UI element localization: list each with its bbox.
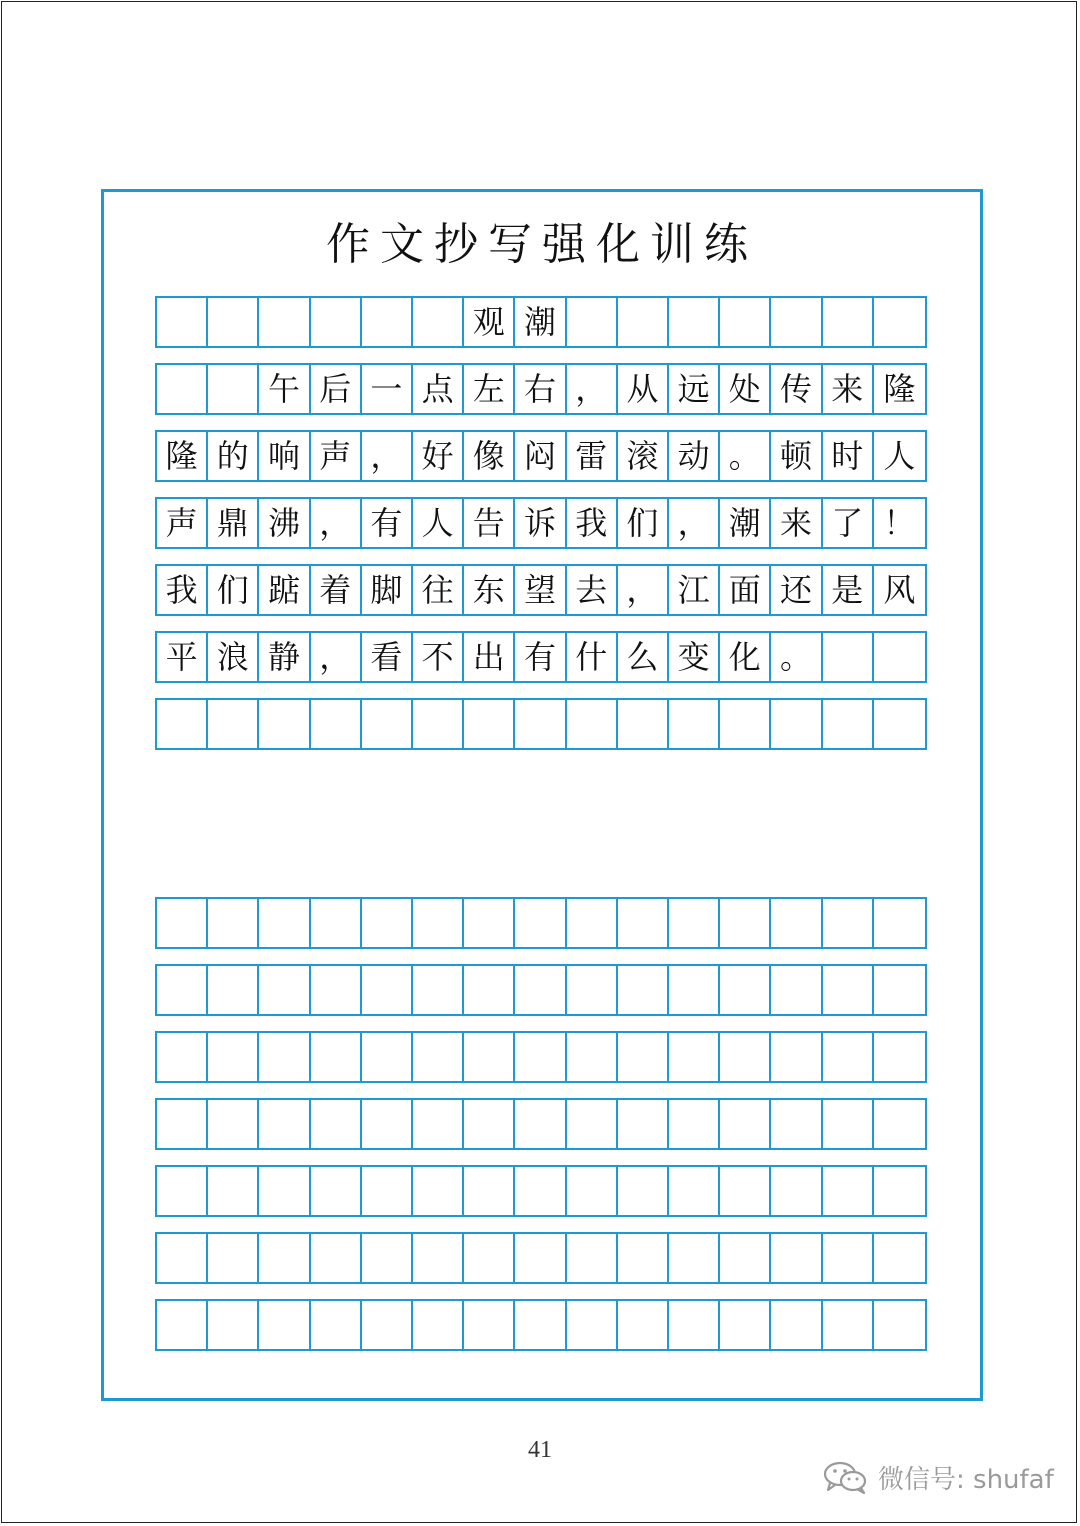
grid-cell [874, 298, 925, 346]
grid-cell [874, 1167, 925, 1215]
grid-cell: 变 [669, 633, 720, 681]
grid-cell [208, 700, 259, 748]
grid-cell [413, 1100, 464, 1148]
grid-cell [157, 365, 208, 413]
grid-cell [618, 1301, 669, 1349]
grid-cell [311, 1234, 362, 1282]
grid-cell: 顿 [771, 432, 822, 480]
grid-cell [567, 1301, 618, 1349]
grid-cell: 有 [515, 633, 566, 681]
grid-cell [771, 1033, 822, 1081]
grid-row [155, 497, 927, 549]
grid-cell: 沸 [259, 499, 310, 547]
grid-cell [259, 1167, 310, 1215]
grid-cell [259, 899, 310, 947]
grid-cell [874, 966, 925, 1014]
grid-cell [311, 966, 362, 1014]
grid-cell [618, 966, 669, 1014]
grid-cell: 。 [720, 432, 771, 480]
grid-cell: 右 [515, 365, 566, 413]
grid-cell [311, 1033, 362, 1081]
grid-cell [311, 700, 362, 748]
grid-row [155, 1098, 927, 1150]
grid-cell [823, 1100, 874, 1148]
grid-cell [567, 899, 618, 947]
grid-cell: 声 [311, 432, 362, 480]
grid-cell [823, 966, 874, 1014]
worksheet-title: 作文抄写强化训练 [326, 219, 758, 270]
grid-cell [413, 1167, 464, 1215]
grid-cell: ， [618, 566, 669, 614]
grid-cell: 有 [362, 499, 413, 547]
grid-cell [208, 1301, 259, 1349]
grid-cell: 雷 [567, 432, 618, 480]
grid-cell: ， [311, 499, 362, 547]
grid-cell: ， [362, 432, 413, 480]
grid-cell: 出 [464, 633, 515, 681]
grid-cell [669, 1301, 720, 1349]
grid-cell [464, 1100, 515, 1148]
grid-cell [874, 1234, 925, 1282]
grid-cell: 看 [362, 633, 413, 681]
grid-cell [669, 1100, 720, 1148]
grid-cell [720, 1167, 771, 1215]
grid-cell [413, 1234, 464, 1282]
grid-cell [413, 1033, 464, 1081]
grid-cell: 浪 [208, 633, 259, 681]
grid-cell [823, 700, 874, 748]
grid-row [155, 430, 927, 482]
grid-cell: 我 [157, 566, 208, 614]
grid-cell: 一 [362, 365, 413, 413]
grid-row [155, 1232, 927, 1284]
grid-cell [208, 966, 259, 1014]
grid-cell: 望 [515, 566, 566, 614]
grid-cell [823, 633, 874, 681]
grid-cell [259, 1033, 310, 1081]
grid-cell [157, 1234, 208, 1282]
grid-cell [515, 700, 566, 748]
grid-cell [720, 700, 771, 748]
grid-cell [567, 966, 618, 1014]
grid-cell [720, 899, 771, 947]
grid-cell: 的 [208, 432, 259, 480]
grid-cell [720, 1100, 771, 1148]
grid-cell [362, 1100, 413, 1148]
grid-cell [874, 1100, 925, 1148]
grid-cell [823, 1033, 874, 1081]
grid-cell: 。 [771, 633, 822, 681]
grid-cell [464, 1167, 515, 1215]
grid-cell: 左 [464, 365, 515, 413]
grid-cell [515, 1167, 566, 1215]
grid-cell [515, 899, 566, 947]
grid-cell [413, 1301, 464, 1349]
grid-cell: 远 [669, 365, 720, 413]
grid-cell [464, 1033, 515, 1081]
grid-cell [771, 1234, 822, 1282]
grid-cell: 从 [618, 365, 669, 413]
grid-cell [464, 1234, 515, 1282]
grid-cell [823, 1167, 874, 1215]
grid-cell [362, 1167, 413, 1215]
grid-cell [311, 1100, 362, 1148]
grid-cell [362, 298, 413, 346]
grid-cell: 响 [259, 432, 310, 480]
grid-cell [720, 1301, 771, 1349]
grid-cell [464, 1301, 515, 1349]
grid-cell [720, 1234, 771, 1282]
grid-cell: 什 [567, 633, 618, 681]
grid-cell [515, 966, 566, 1014]
grid-row [155, 897, 927, 949]
grid-cell: 是 [823, 566, 874, 614]
grid-cell [720, 1033, 771, 1081]
grid-cell [259, 966, 310, 1014]
grid-cell [823, 1301, 874, 1349]
grid-cell [567, 1100, 618, 1148]
grid-cell [311, 298, 362, 346]
grid-cell: ， [669, 499, 720, 547]
watermark [822, 1459, 1054, 1495]
grid-cell [157, 700, 208, 748]
grid-cell: 化 [720, 633, 771, 681]
grid-cell [515, 1301, 566, 1349]
grid-cell [618, 1033, 669, 1081]
grid-cell: 潮 [515, 298, 566, 346]
grid-cell: 传 [771, 365, 822, 413]
grid-cell [157, 899, 208, 947]
grid-cell [362, 966, 413, 1014]
grid-cell: 声 [157, 499, 208, 547]
grid-cell: 鼎 [208, 499, 259, 547]
grid-cell: 隆 [883, 370, 916, 408]
grid-cell [771, 1301, 822, 1349]
grid-cell [567, 298, 618, 346]
grid-cell: 面 [720, 566, 771, 614]
grid-cell [259, 1234, 310, 1282]
grid-cell [208, 899, 259, 947]
grid-cell: 午 [259, 365, 310, 413]
grid-cell [157, 1033, 208, 1081]
grid-cell [362, 1234, 413, 1282]
grid-cell: 我 [567, 499, 618, 547]
grid-cell: 静 [259, 633, 310, 681]
grid-cell [157, 1100, 208, 1148]
grid-cell: 着 [311, 566, 362, 614]
grid-cell: 像 [464, 432, 515, 480]
grid-cell: 风 [883, 571, 916, 609]
grid-row [155, 1299, 927, 1351]
grid-cell [413, 899, 464, 947]
grid-cell [823, 1234, 874, 1282]
grid-cell [362, 1301, 413, 1349]
grid-cell [413, 298, 464, 346]
grid-row [155, 631, 927, 683]
grid-cell [618, 1167, 669, 1215]
grid-cell: 人 [413, 499, 464, 547]
grid-cell [157, 1167, 208, 1215]
grid-cell [874, 1301, 925, 1349]
grid-cell [567, 1234, 618, 1282]
grid-cell: 平 [157, 633, 208, 681]
grid-cell: 东 [464, 566, 515, 614]
grid-cell [208, 1100, 259, 1148]
grid-cell [208, 1167, 259, 1215]
grid-cell [669, 700, 720, 748]
grid-cell [567, 1033, 618, 1081]
grid-cell [720, 966, 771, 1014]
grid-cell [515, 1234, 566, 1282]
grid-cell [771, 899, 822, 947]
grid-row [155, 964, 927, 1016]
grid-cell [771, 700, 822, 748]
grid-cell [669, 1234, 720, 1282]
grid-cell [259, 1301, 310, 1349]
grid-cell [515, 1100, 566, 1148]
grid-cell: 时 [823, 432, 874, 480]
grid-row [155, 296, 927, 348]
grid-cell: ， [311, 633, 362, 681]
grid-cell [464, 700, 515, 748]
grid-cell [208, 298, 259, 346]
grid-cell [157, 1301, 208, 1349]
grid-cell: 来 [823, 365, 874, 413]
grid-cell [259, 298, 310, 346]
grid-cell [311, 1301, 362, 1349]
grid-cell: 滚 [618, 432, 669, 480]
grid-cell [259, 1100, 310, 1148]
grid-cell: 诉 [515, 499, 566, 547]
grid-cell [618, 298, 669, 346]
grid-cell [771, 1100, 822, 1148]
grid-cell [208, 1033, 259, 1081]
grid-cell: 告 [464, 499, 515, 547]
grid-cell: 来 [771, 499, 822, 547]
grid-cell [515, 1033, 566, 1081]
grid-cell [669, 298, 720, 346]
grid-cell [771, 1167, 822, 1215]
grid-cell [413, 700, 464, 748]
grid-cell [874, 1033, 925, 1081]
grid-cell [618, 700, 669, 748]
grid-cell [874, 899, 925, 947]
grid-cell [567, 700, 618, 748]
grid-cell: 后 [311, 365, 362, 413]
grid-row [155, 1031, 927, 1083]
watermark-text: 微信号: shufaf [878, 1464, 1054, 1495]
grid-cell: 处 [720, 365, 771, 413]
grid-cell: 观 [464, 298, 515, 346]
grid-cell [208, 365, 259, 413]
grid-cell [720, 298, 771, 346]
grid-cell [362, 1033, 413, 1081]
grid-cell: 隆 [157, 432, 208, 480]
grid-cell: 潮 [720, 499, 771, 547]
grid-cell: ！ [883, 504, 916, 542]
grid-cell [618, 1100, 669, 1148]
grid-cell [464, 966, 515, 1014]
grid-cell [618, 899, 669, 947]
grid-cell [771, 298, 822, 346]
page-number: 41 [528, 1437, 552, 1463]
wechat-icon [822, 1460, 870, 1494]
grid-cell: 么 [618, 633, 669, 681]
grid-cell: 点 [413, 365, 464, 413]
grid-cell [311, 1167, 362, 1215]
grid-cell [771, 966, 822, 1014]
grid-cell: 去 [567, 566, 618, 614]
grid-row [155, 363, 927, 415]
grid-cell [823, 899, 874, 947]
grid-row [155, 564, 927, 616]
grid-cell [208, 1234, 259, 1282]
grid-cell: 人 [883, 437, 916, 475]
grid-cell [874, 700, 925, 748]
grid-cell: 们 [618, 499, 669, 547]
grid-cell [618, 1234, 669, 1282]
grid-cell [259, 700, 310, 748]
grid-cell: 闷 [515, 432, 566, 480]
grid-cell [823, 298, 874, 346]
grid-cell [157, 966, 208, 1014]
grid-cell: 好 [413, 432, 464, 480]
grid-cell [362, 700, 413, 748]
grid-cell [874, 633, 925, 681]
grid-cell: 动 [669, 432, 720, 480]
grid-cell: 往 [413, 566, 464, 614]
grid-cell [157, 298, 208, 346]
grid-cell: 不 [413, 633, 464, 681]
grid-cell [362, 899, 413, 947]
grid-cell: 江 [669, 566, 720, 614]
grid-cell [413, 966, 464, 1014]
grid-cell [669, 966, 720, 1014]
grid-cell: 踮 [259, 566, 310, 614]
grid-row [155, 698, 927, 750]
grid-cell [669, 899, 720, 947]
grid-cell: 们 [208, 566, 259, 614]
grid-cell [669, 1167, 720, 1215]
grid-cell: 还 [771, 566, 822, 614]
grid-cell: 脚 [362, 566, 413, 614]
grid-cell: 了 [823, 499, 874, 547]
grid-cell [669, 1033, 720, 1081]
grid-cell: ， [567, 365, 618, 413]
grid-cell [311, 899, 362, 947]
grid-cell [464, 899, 515, 947]
grid-row [155, 1165, 927, 1217]
grid-cell [567, 1167, 618, 1215]
